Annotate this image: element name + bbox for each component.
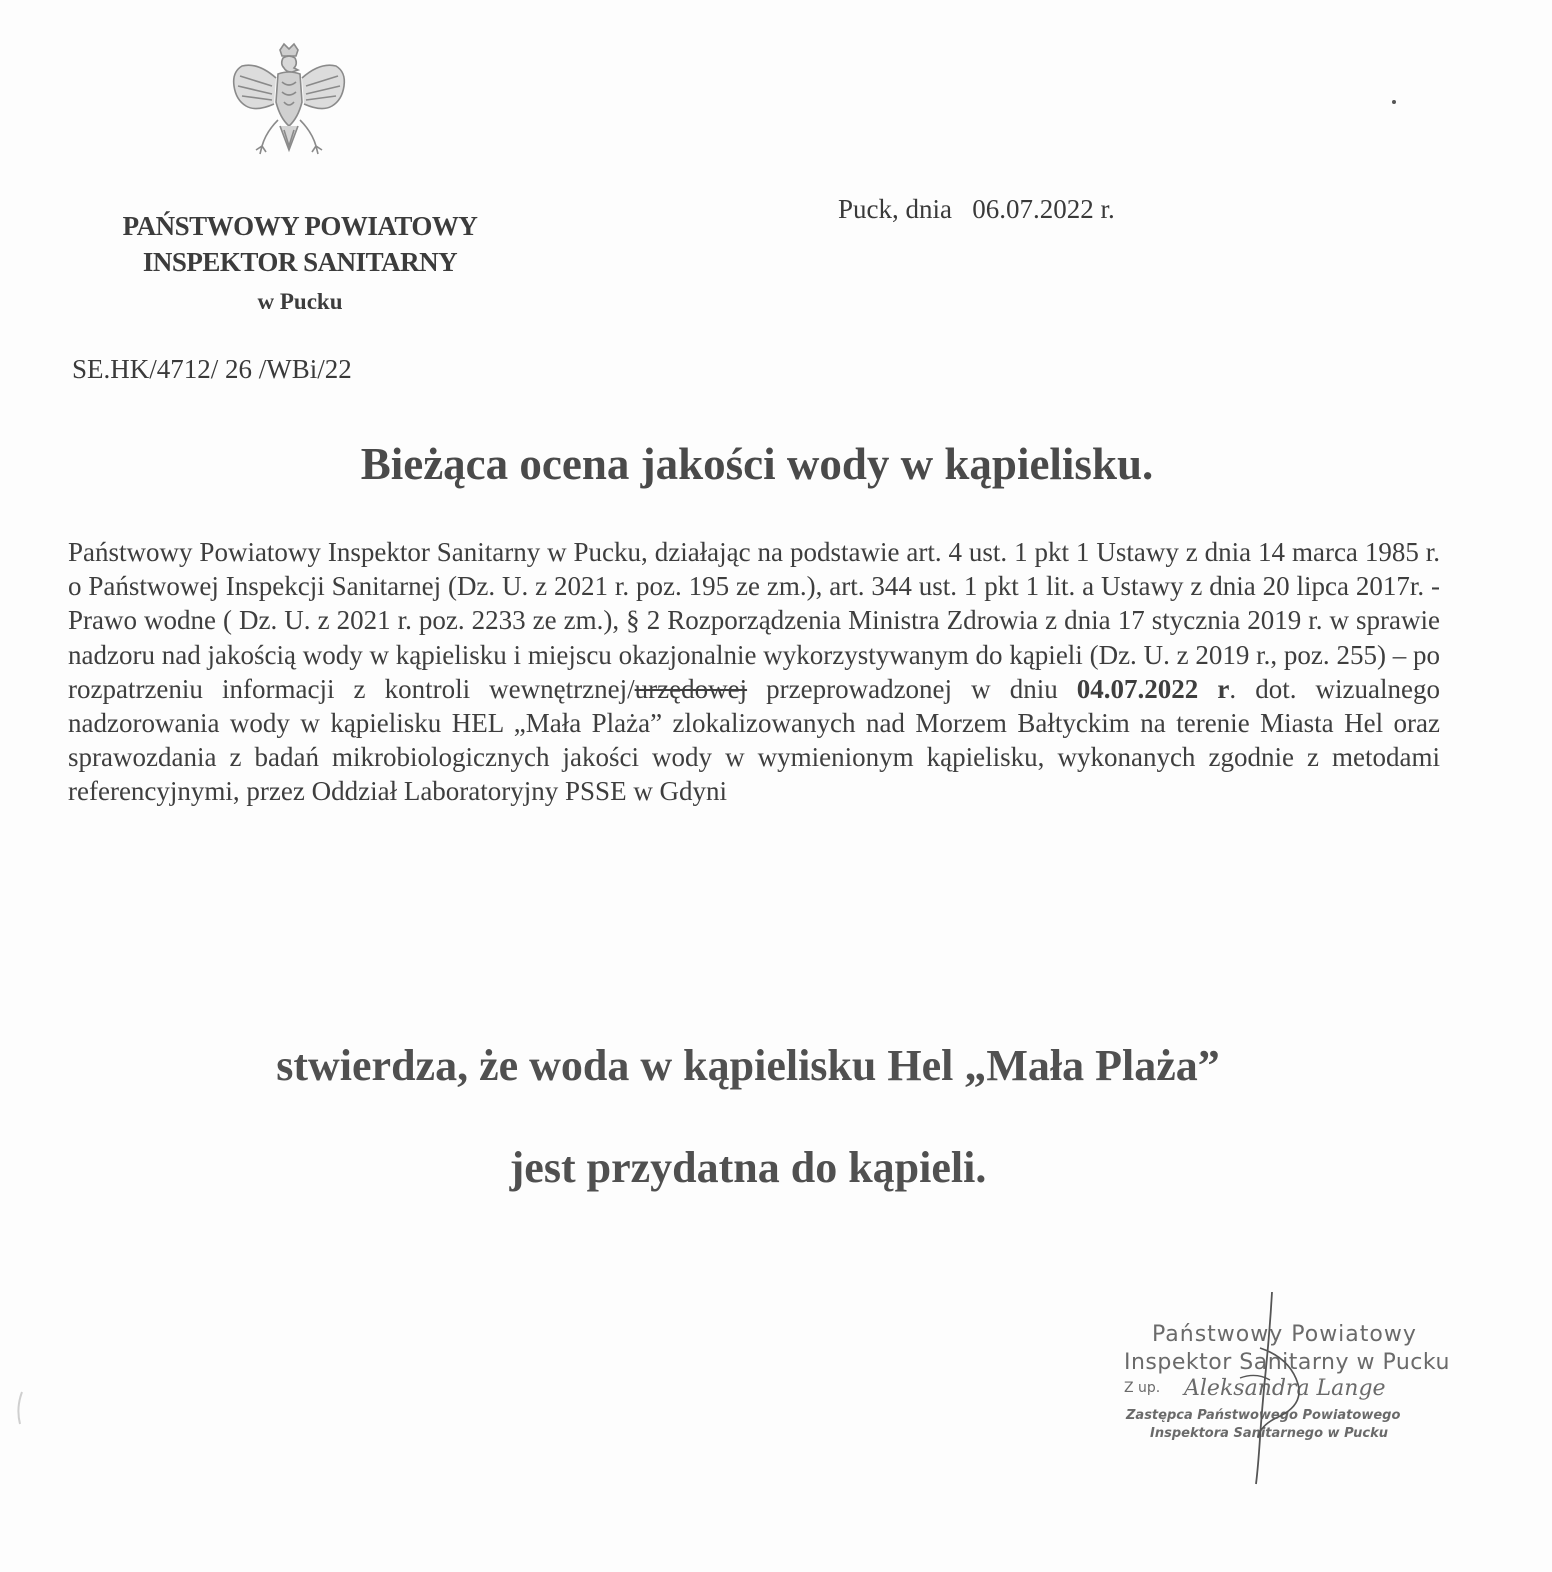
- scan-speck: [1392, 100, 1396, 104]
- stamp-line2: Inspektor Sanitarny w Pucku: [1124, 1350, 1450, 1375]
- stamp-line4: Zastępca Państwowego Powiatowego: [1126, 1408, 1401, 1423]
- body-paragraph: [68, 535, 1440, 809]
- institution-location: w Pucku: [257, 289, 343, 314]
- stamp-prefix: Z up.: [1124, 1380, 1161, 1396]
- document-title: Bieżąca ocena jakości wody w kąpielisku.: [360, 439, 1154, 489]
- stamp-line5: Inspektora Sanitarnego w Pucku: [1150, 1426, 1388, 1441]
- scan-edge-mark: [14, 1390, 24, 1426]
- conclusion-line2: jest przydatna do kąpieli.: [509, 1143, 987, 1192]
- institution-name-line2: INSPEKTOR SANITARNY: [142, 247, 458, 277]
- handwritten-signature: [1200, 1288, 1330, 1488]
- struck-word: urzędowej: [634, 673, 748, 704]
- polish-eagle-emblem-icon: [228, 42, 350, 174]
- inspection-date: 04.07.2022 r: [1076, 673, 1230, 704]
- body-text-part1: Państwowy Powiatowy Inspektor Sanitarny w Pucku, działając na podstawie art. 4 ust. 1 pkt 1 Ustawy z dnia 14 marca 1985 r. o Państwowej Inspekcji Sanitarnej (Dz. U. z 2021 r. poz. 195 ze zm.), art. 344 ust. 1 pkt 1 lit. a Ustawy z dnia 20 lipca 2017r. - Prawo wodne ( Dz. U. z 2021 r. poz. 2233 ze zm.), § 2 Rozporządzenia Ministra Zdrowia z dnia 17 stycznia 2019 r. w sprawie nadzoru nad jakością wody w kąpielisku i miejscu okazjonalnie wykorzystywanym do kąpieli (Dz. U. z 2019 r., poz. 255) – po rozpatrzeniu informacji z kontroli wewnętrznej/: [68, 537, 1440, 704]
- stamp-name: Aleksandra Lange: [1184, 1376, 1386, 1401]
- reference-number: SE.HK/4712/ 26 /WBi/22: [72, 354, 352, 384]
- institution-header: [60, 208, 540, 320]
- conclusion-line1: stwierdza, że woda w kąpielisku Hel „Mała Plaża”: [276, 1041, 1220, 1090]
- stamp-line1: Państwowy Powiatowy: [1152, 1322, 1417, 1347]
- place-and-date: Puck, dnia 06.07.2022 r.: [838, 194, 1115, 224]
- body-text-part2: przeprowadzonej w dniu: [747, 673, 1077, 704]
- body-text-part3: . dot. wizualnego nadzorowania wody w kąpielisku HEL „Mała Plaża” zlokalizowanych nad Morzem Bałtyckim na terenie Miasta Hel oraz sprawozdania z badań mikrobiologicznych jakości wody w wymienionym kąpielisku, wykonanych zgodnie z metodami referencyjnymi, przez Oddział Laboratoryjny PSSE w Gdyni: [68, 673, 1440, 807]
- institution-name-line1: PAŃSTWOWY POWIATOWY: [122, 211, 478, 241]
